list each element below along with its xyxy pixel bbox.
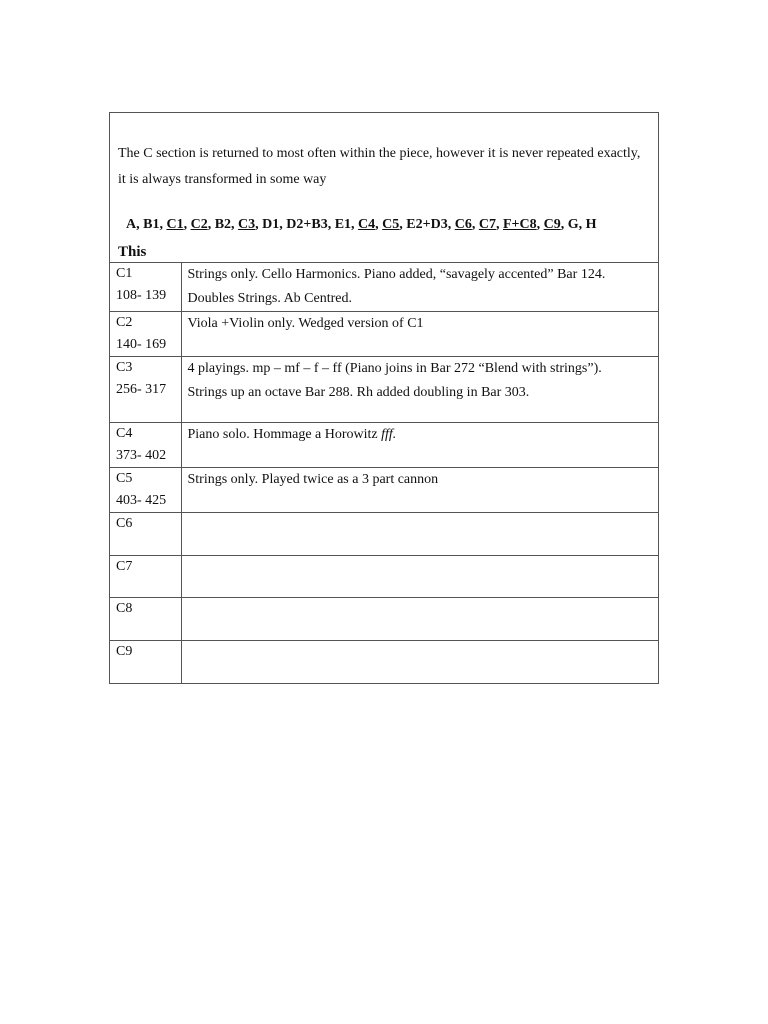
section-description-text: Doubles Strings. Ab Centred. [187,291,352,306]
section-description-cell [181,263,658,312]
section-description-text: Strings only. Cello Harmonics. Piano added, “savagely accented” Bar 124. [187,267,606,282]
section-row-c3 [110,357,658,423]
section-bar-range: 140- 169 [116,337,167,352]
section-label-cell [110,263,181,312]
sequence-text: , E2+D3, [399,217,455,232]
section-code: C1 [116,266,133,281]
section-bar-range: 403- 425 [116,493,167,508]
section-description-text: Viola +Violin only. Wedged version of C1 [187,316,424,331]
section-row-c8 [110,598,658,641]
section-label-cell [110,556,181,598]
intro-paragraph: The C section is returned to most often within the piece, however it is never repeated exactly, it is always transformed in some way [118,146,641,187]
section-label-cell [110,423,181,468]
section-code: C2 [116,315,133,330]
section-bar-range: 108- 139 [116,288,167,303]
sequence-text: , [471,217,479,232]
section-bar-range: 256- 317 [116,382,167,397]
section-code: C3 [116,360,133,375]
section-row-c1 [110,263,658,312]
sequence-text: , D1, D2+B3, E1, [255,217,359,232]
section-description-cell [181,641,658,683]
section-code: C9 [116,644,133,659]
intro-cell [110,113,658,263]
sequence-section-code: C7 [478,217,496,232]
section-description-line [188,312,653,336]
section-description-cell [181,312,658,357]
section-label-cell [110,513,181,556]
sections-table [110,263,658,683]
sequence-section-code: F+C8 [502,217,537,232]
section-sequence [126,217,597,233]
section-description-cell [181,423,658,468]
section-description-cell [181,357,658,423]
section-label-cell [110,357,181,423]
section-description-text: Strings only. Played twice as a 3 part cannon [187,472,439,487]
document-table-frame [109,112,659,684]
section-description-cell [181,598,658,641]
section-label-cell [110,641,181,683]
section-code: C8 [116,601,133,616]
section-description-cell [181,513,658,556]
section-code: C6 [116,516,133,531]
section-description-line [188,357,653,381]
sequence-section-code: C9 [543,217,561,232]
section-description-text: Piano solo. Hommage a Horowitz [187,427,382,442]
section-code: C4 [116,426,133,441]
section-description-text: 4 playings. mp – mf – f – ff (Piano joins in Bar 272 “Blend with strings”). [187,361,602,376]
sequence-section-code: C3 [238,217,256,232]
section-description-line [188,263,653,287]
section-row-c4 [110,423,658,468]
sequence-text: , G, H [560,217,597,232]
section-row-c7 [110,556,658,598]
section-label-cell [110,598,181,641]
section-description-cell [181,556,658,598]
section-code: C7 [116,559,133,574]
sequence-section-code: C2 [190,217,208,232]
section-description-line [188,423,653,447]
section-label-cell [110,468,181,513]
section-label-cell [110,312,181,357]
sections-table-body [110,263,658,683]
section-row-c9 [110,641,658,683]
sequence-section-code: C4 [358,217,376,232]
section-description-line [188,287,653,311]
section-row-c5 [110,468,658,513]
section-row-c2 [110,312,658,357]
section-bar-range: 373- 402 [116,448,167,463]
section-description-line [188,468,653,492]
section-description-cell [181,468,658,513]
sequence-section-code: C1 [166,217,184,232]
this-label: This [118,244,147,260]
sequence-text: , [375,217,383,232]
section-description-text: Strings up an octave Bar 288. Rh added doubling in Bar 303. [187,385,530,400]
section-code: C5 [116,471,133,486]
sequence-text: A, B1, [126,217,167,232]
sequence-text: , [495,217,503,232]
section-row-c6 [110,513,658,556]
sequence-section-code: C6 [454,217,472,232]
sequence-text: , [183,217,191,232]
sequence-text: , [536,217,544,232]
dynamic-marking: fff. [381,427,397,442]
sequence-section-code: C5 [382,217,400,232]
section-description-line [188,381,653,405]
sequence-text: , B2, [207,217,239,232]
